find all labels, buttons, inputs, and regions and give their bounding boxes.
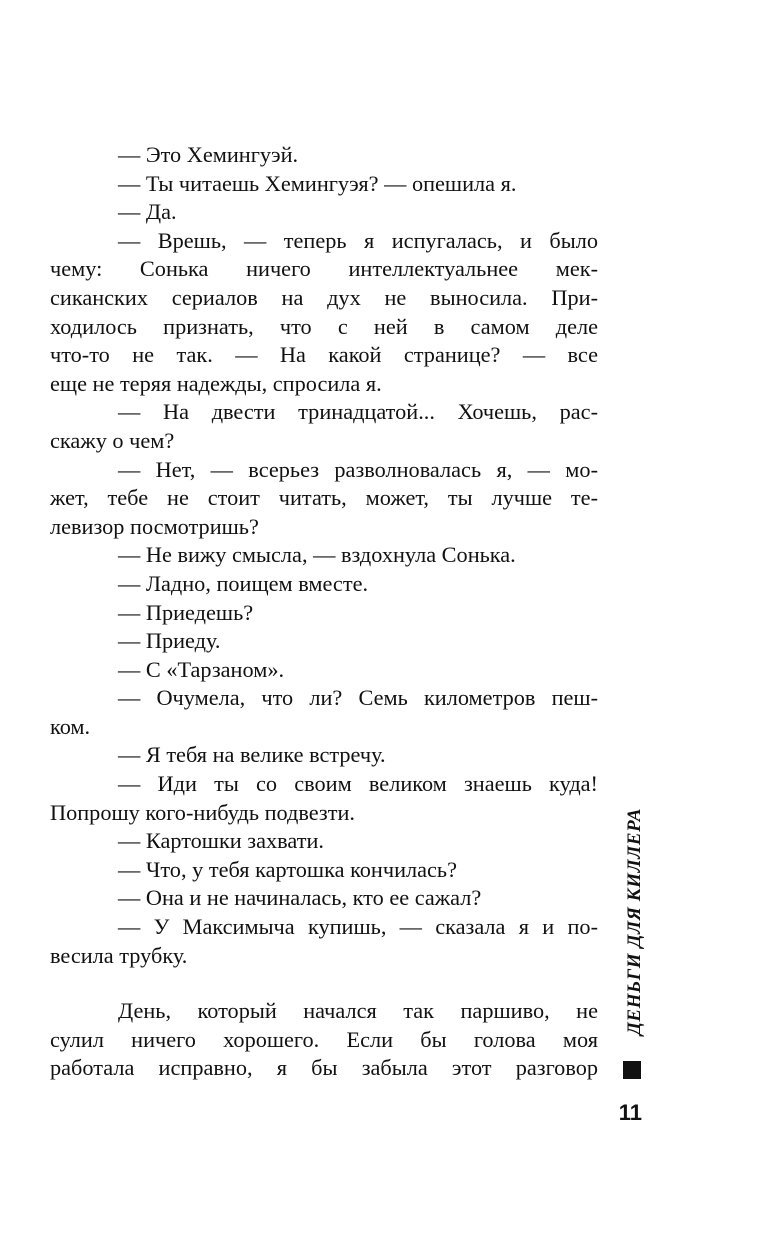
text-line: — Картошки захвати. xyxy=(118,828,324,854)
dialogue-paragraph xyxy=(84,827,598,856)
dialogue-paragraph xyxy=(84,627,598,656)
text-line: скажу о чем? xyxy=(50,427,175,453)
dialogue-paragraph xyxy=(50,456,598,542)
dialogue-paragraph xyxy=(50,770,598,827)
text-line: — Это Хемингуэй. xyxy=(118,142,299,167)
page-number: 11 xyxy=(618,1100,642,1125)
dialogue-paragraph xyxy=(84,198,598,227)
dialogue-paragraph xyxy=(84,856,598,885)
text-line: — Иди ты со своим великом знаешь куда! xyxy=(118,771,598,797)
text-line: — Очумела, что ли? Семь километров пеш- xyxy=(118,685,598,711)
text-line: — Врешь, — теперь я испугалась, и было xyxy=(118,227,598,253)
dialogue-paragraph xyxy=(84,170,598,199)
dialogue-paragraph xyxy=(84,570,598,599)
dialogue-paragraph xyxy=(84,599,598,628)
dialogue-paragraph xyxy=(84,884,598,913)
dialogue-paragraph xyxy=(50,227,598,399)
text-line: — Приедешь? xyxy=(118,599,254,625)
text-line: — Не вижу смысла, — вздохнула Сонька. xyxy=(118,542,516,568)
text-line: — На двести тринадцатой... Хочешь, рас- xyxy=(118,399,598,425)
text-line: что-то не так. — На какой странице? — все xyxy=(50,342,598,368)
text-line: День, который начался так паршиво, не xyxy=(118,998,598,1023)
dialogue-paragraph xyxy=(84,656,598,685)
text-line: сиканских сериалов на дух не выносила. При- xyxy=(50,284,598,310)
narrative-paragraph xyxy=(50,997,598,1083)
text-line: — Она и не начиналась, кто ее сажал? xyxy=(118,885,482,911)
dialogue-paragraph xyxy=(50,684,598,741)
text-line: — Что, у тебя картошка кончилась? xyxy=(118,856,457,882)
text-line: — Ладно, поищем вместе. xyxy=(118,570,369,596)
text-line: — С «Тарзаном». xyxy=(118,656,285,682)
text-line: — Ты читаешь Хемингуэя? — опешила я. xyxy=(118,170,517,196)
text-line: жет, тебе не стоит читать, может, ты лучше те- xyxy=(50,485,598,511)
text-line: — Приеду. xyxy=(118,628,221,654)
text-line: ком. xyxy=(50,713,91,739)
text-line: — Да. xyxy=(118,199,177,225)
text-line: — Нет, — всерьез разволновалась я, — мо- xyxy=(118,456,598,482)
text-line: — У Максимыча купишь, — сказала я и по- xyxy=(118,914,598,940)
text-line: — Я тебя на велике встречу. xyxy=(118,742,386,768)
running-title xyxy=(622,808,648,1098)
narrative-block xyxy=(50,997,598,1083)
dialogue-block xyxy=(50,141,598,970)
dialogue-paragraph xyxy=(84,141,598,170)
text-line: чему: Сонька ничего интеллектуальнее мек- xyxy=(50,256,598,282)
text-line: Попрошу кого-нибудь подвезти. xyxy=(50,799,355,825)
text-line: еще не теряя надежды, спросила я. xyxy=(50,370,382,396)
dialogue-paragraph xyxy=(84,541,598,570)
text-line: ходилось признать, что с ней в самом деле xyxy=(50,313,598,339)
dialogue-paragraph xyxy=(50,913,598,970)
text-line: работала исправно, я бы забыла этот разговор xyxy=(50,1055,598,1081)
running-title-square-marker xyxy=(623,1061,641,1079)
running-title-text: ДЕНЬГИ ДЛЯ КИЛЛЕРА xyxy=(624,808,645,1036)
text-line: сулил ничего хорошего. Если бы голова моя xyxy=(50,1026,598,1052)
dialogue-paragraph xyxy=(84,741,598,770)
text-line: левизор посмотришь? xyxy=(50,513,259,539)
dialogue-paragraph xyxy=(50,398,598,455)
text-line: весила трубку. xyxy=(50,942,188,968)
